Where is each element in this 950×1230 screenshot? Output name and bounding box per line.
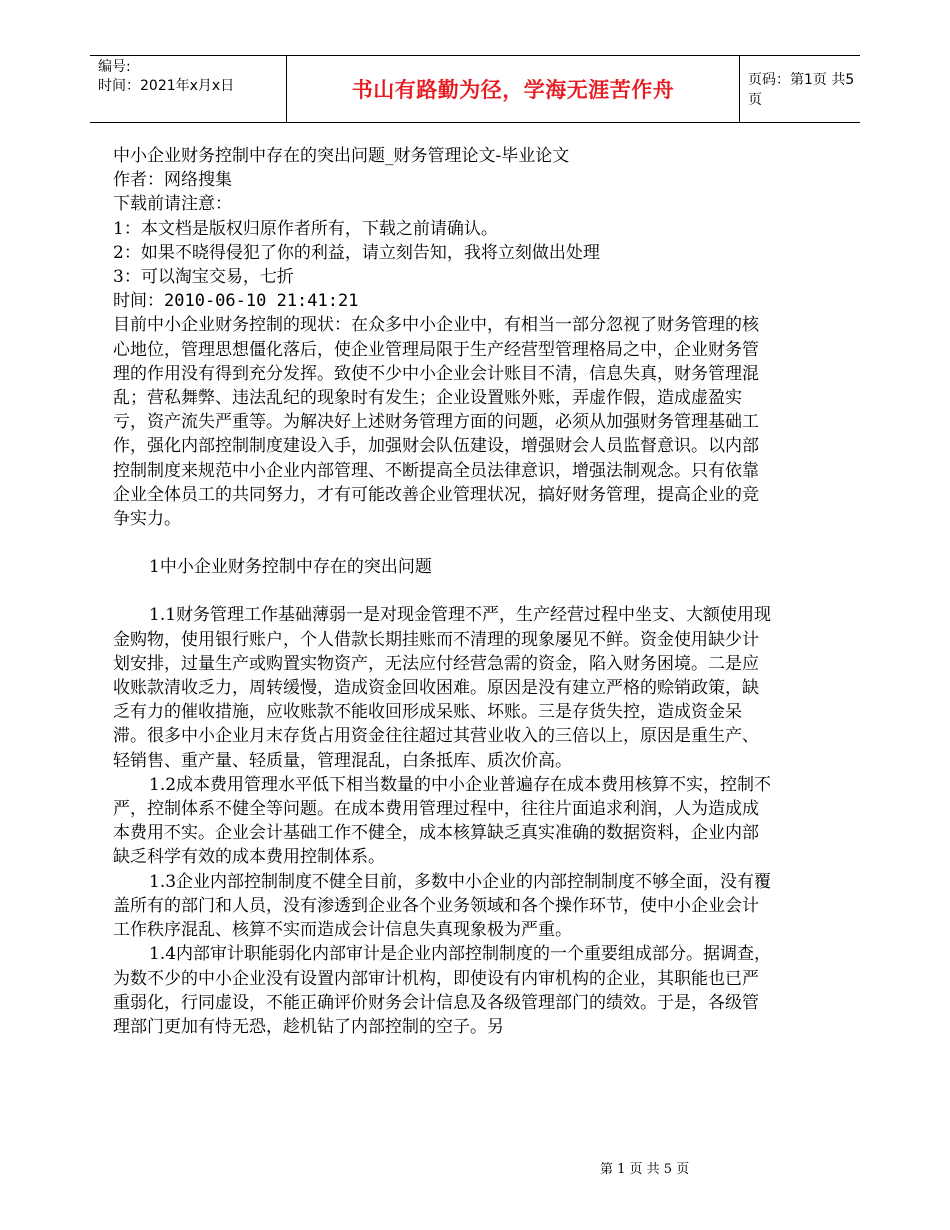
page-footer: 第 1 页 共 5 页 bbox=[600, 1162, 690, 1177]
notice-item: 2：如果不晓得侵犯了你的利益，请立刻告知，我将立刻做出处理 bbox=[113, 242, 600, 263]
section-heading: 1中小企业财务控制中存在的突出问题 bbox=[149, 557, 432, 578]
header-meta bbox=[98, 58, 288, 96]
paragraph-1-3: 1.3企业内部控制制度不健全目前，多数中小企业的内部控制制度不够全面，没有覆盖所有的部门和人员，没有渗透到企业各个业务领域和各个操作环节，使中小企业会计工作秩序混乱、核算不实而造成会计信息失真现象极为严重。 bbox=[113, 871, 772, 941]
document-number-label: 编号: bbox=[98, 59, 131, 75]
paragraph-1-2: 1.2成本费用管理水平低下相当数量的中小企业普遍存在成本费用核算不实，控制不严，控制体系不健全等问题。在成本费用管理过程中，往往片面追求利润，人为造成成本费用不实。企业会计基础工作不健全，成本核算缺乏真实准确的数据资料，企业内部缺乏科学有效的成本费用控制体系。 bbox=[113, 774, 772, 868]
paragraph-1-1: 1.1财务管理工作基础薄弱一是对现金管理不严，生产经营过程中坐支、大额使用现金购物，使用银行账户，个人借款长期挂账而不清理的现象屡见不鲜。资金使用缺少计划安排，过量生产或购置实物资产，无法应付经营急需的资金，陷入财务困境。二是应收账款清收乏力，周转缓慢，造成资金回收困难。原因是没有建立严格的赊销政策，缺乏有力的催收措施，应收账款不能收回形成呆账、坏账。三是存货失控，造成资金呆滞。很多中小企业月末存货占用资金往往超过其营业收入的三倍以上，原因是重生产、轻销售、重产量、轻质量，管理混乱，白条抵库、质次价高。 bbox=[113, 605, 772, 771]
header-motto-cell bbox=[286, 56, 740, 122]
document-body bbox=[113, 144, 773, 1039]
header-motto: 书山有路勤为径，学海无涯苦作舟 bbox=[351, 78, 675, 102]
notice-item: 1：本文档是版权归原作者所有，下载之前请确认。 bbox=[113, 218, 498, 239]
document-title: 中小企业财务控制中存在的突出问题_财务管理论文-毕业论文 bbox=[113, 146, 570, 166]
document-author: 作者：网络搜集 bbox=[113, 170, 232, 191]
intro-paragraph: 目前中小企业财务控制的现状：在众多中小企业中，有相当一部分忽视了财务管理的核心地位，管理思想僵化落后，使企业管理局限于生产经营型管理格局之中，企业财务管理的作用没有得到充分发挥。致使不少中小企业会计账目不清，信息失真，财务管理混乱；营私舞弊、违法乱纪的现象时有发生；企业设置账外账，弄虚作假，造成虚盈实亏，资产流失严重等。为解决好上述财务管理方面的问题，必须从加强财务管理基础工作，强化内部控制制度建设入手，加强财会队伍建设，增强财会人员监督意识。以内部控制制度来规范中小企业内部管理、不断提高全员法律意识，增强法制观念。只有依靠企业全体员工的共同努力，才有可能改善企业管理状况，搞好财务管理，提高企业的竞争实力。 bbox=[113, 315, 759, 530]
page-header bbox=[90, 55, 860, 123]
notice-item: 3：可以淘宝交易，七折 bbox=[113, 267, 294, 288]
document-date: 时间：2021年x月x日 bbox=[98, 78, 235, 94]
paragraph-1-4: 1.4内部审计职能弱化内部审计是企业内部控制制度的一个重要组成部分。据调查，为数不少的中小企业没有设置内部审计机构，即使设有内审机构的企业，其职能也已严重弱化，行同虚设，不能正确评价财务会计信息及各级管理部门的绩效。于是，各级管理部门更加有恃无恐，趁机钻了内部控制的空子。另 bbox=[113, 944, 772, 1037]
publish-time: 时间：2010-06-10 21:41:21 bbox=[113, 291, 359, 312]
notice-title: 下载前请注意： bbox=[113, 194, 232, 215]
header-page-info: 页码：第1页 共5页 bbox=[748, 72, 855, 108]
